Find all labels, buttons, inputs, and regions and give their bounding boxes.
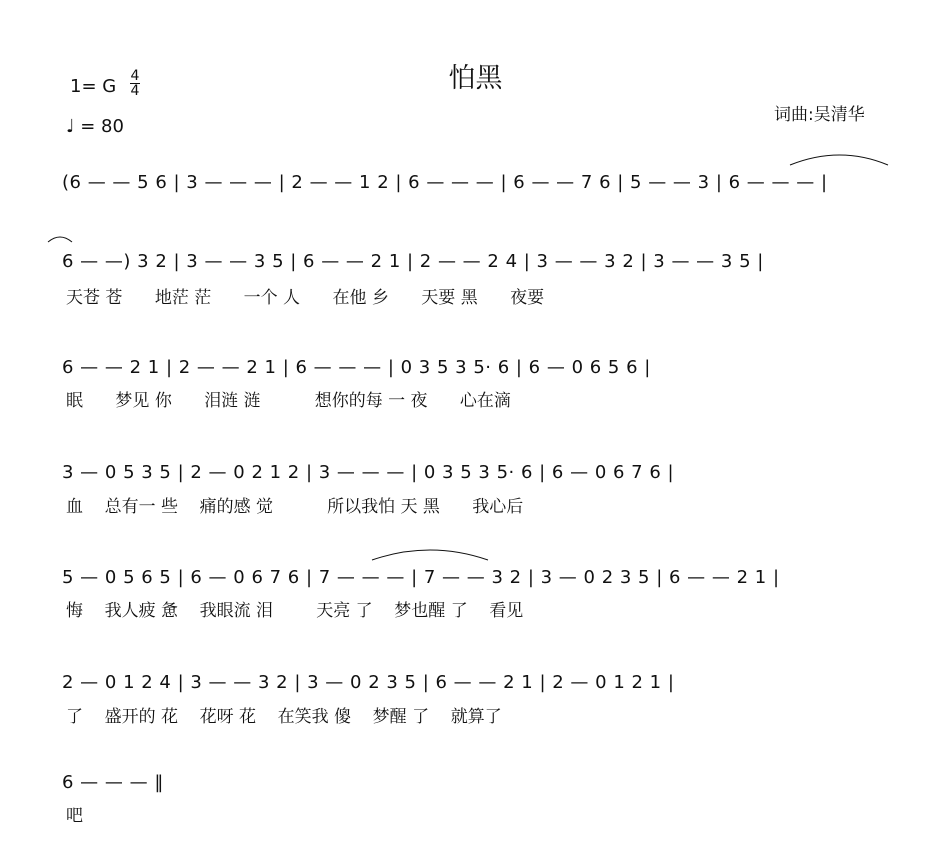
lyrics-row: 眠 梦见 你 泪涟 涟 想你的每 一 夜 心在滴 <box>66 391 511 411</box>
notation-row: 3 — 0 5 3 5 | 2 — 0 2 1 2 | 3 — — — | 0 3 5 3 5· 6 | 6 — 0 6 7 6 | <box>62 462 675 483</box>
notation-row: 2 — 0 1 2 4 | 3 — — 3 2 | 3 — 0 2 3 5 | 6 — — 2 1 | 2 — 0 1 2 1 | <box>62 672 675 693</box>
slur-arc <box>790 155 888 165</box>
notation-row: (6 — — 5 6 | 3 — — — | 2 — — 1 2 | 6 — — — | 6 — — 7 6 | 5 — — 3 | 6 — — — | <box>62 172 828 193</box>
notation-row: 6 — — — ‖ <box>62 772 164 793</box>
lyrics-row: 吧 <box>66 806 83 826</box>
key-signature: 1= G <box>70 76 117 97</box>
time-signature-top: 4 <box>130 68 140 84</box>
notation-row: 6 — —) 3 2 | 3 — — 3 5 | 6 — — 2 1 | 2 — — 2 4 | 3 — — 3 2 | 3 — — 3 5 | <box>62 251 764 272</box>
notation-row: 5 — 0 5 6 5 | 6 — 0 6 7 6 | 7 — — — | 7 — — 3 2 | 3 — 0 2 3 5 | 6 — — 2 1 | <box>62 567 780 588</box>
tempo-marking: ♩ = 80 <box>66 116 124 137</box>
lyrics-row: 悔 我人疲 惫 我眼流 泪 天亮 了 梦也醒 了 看见 <box>66 601 524 621</box>
slur-arc <box>48 237 72 242</box>
credit-line: 词曲:吴清华 <box>774 105 865 125</box>
lyrics-row: 血 总有一 些 痛的感 觉 所以我怕 天 黑 我心后 <box>66 497 524 517</box>
lyrics-row: 天苍 苍 地茫 茫 一个 人 在他 乡 天要 黑 夜要 <box>66 288 545 308</box>
time-signature-bottom: 4 <box>130 83 140 99</box>
slur-arc <box>372 550 488 560</box>
lyrics-row: 了 盛开的 花 花呀 花 在笑我 傻 梦醒 了 就算了 <box>66 707 502 727</box>
song-title: 怕黑 <box>448 63 503 94</box>
notation-row: 6 — — 2 1 | 2 — — 2 1 | 6 — — — | 0 3 5 3 5· 6 | 6 — 0 6 5 6 | <box>62 357 651 378</box>
